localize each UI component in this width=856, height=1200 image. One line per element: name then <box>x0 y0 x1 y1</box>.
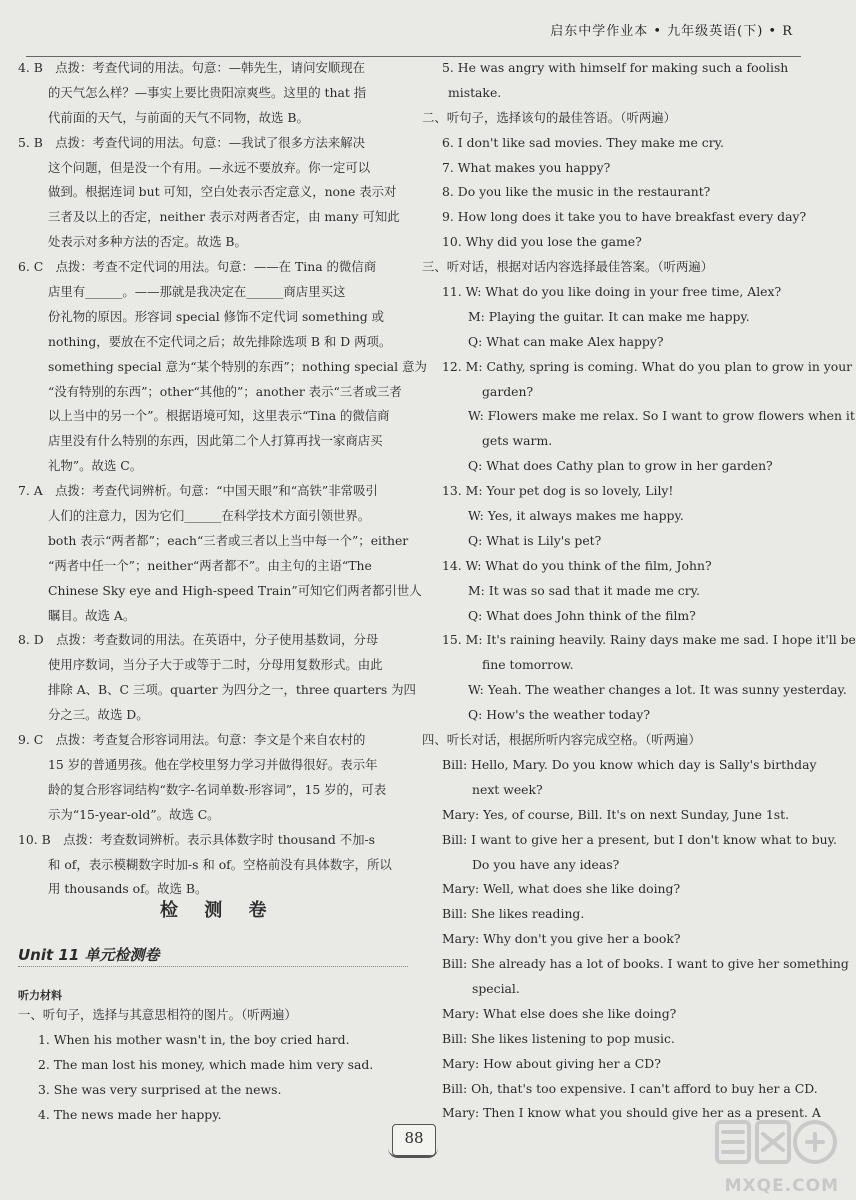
watermark-logo-icon <box>711 1112 839 1174</box>
listening-item: 1. When his mother wasn't in, the boy cried hard. <box>38 1031 350 1047</box>
dialogue-line: garden? <box>482 383 534 399</box>
dialogue-line: Do you have any ideas? <box>472 856 620 872</box>
answer-line: 三者及以上的否定，neither 表示对两者否定，由 many 可知此 <box>48 209 400 225</box>
listening-item: 9. How long does it take you to have breakfast every day? <box>442 209 807 225</box>
answer-line: 5. B 点拨：考查代词的用法。句意：—我试了很多方法来解决 <box>18 134 366 150</box>
answer-line: something special 意为“某个特别的东西”；nothing special 意为 <box>48 358 427 374</box>
dialogue-line: Mary: What else does she like doing? <box>442 1005 677 1021</box>
answer-line: both 表示“两者都”；each“三者或三者以上当中每一个”；either <box>48 532 409 548</box>
answer-line: 8. D 点拨：考查数词的用法。在英语中，分子使用基数词，分母 <box>18 632 379 648</box>
answer-line: 代前面的天气，与前面的天气不同物，故选 B。 <box>48 109 309 125</box>
answer-line: Chinese Sky eye and High-speed Train”可知它们两者都引世人 <box>48 582 422 598</box>
dialogue-line: Bill: She likes reading. <box>442 906 585 922</box>
listening-item: 8. Do you like the music in the restaurant? <box>442 184 711 200</box>
listening-item: 6. I don't like sad movies. They make me cry. <box>442 134 724 150</box>
dialogue-line: fine tomorrow. <box>482 657 574 673</box>
dialogue-line: gets warm. <box>482 433 553 449</box>
dialogue-line: 13. M: Your pet dog is so lovely, Lily! <box>442 483 674 499</box>
dialogue-line: Mary: Yes, of course, Bill. It's on next Sunday, June 1st. <box>442 806 790 822</box>
dialogue-line: 12. M: Cathy, spring is coming. What do you plan to grow in your <box>442 358 853 374</box>
listening-material-label: 听力材料 <box>18 989 62 1002</box>
listening-item: 3. She was very surprised at the news. <box>38 1081 282 1097</box>
answer-line: 龄的复合形容词结构“数字-名词单数-形容词”，15 岁的，可表 <box>48 781 387 797</box>
page-number: 88 <box>392 1124 436 1156</box>
dialogue-line: Q: What can make Alex happy? <box>468 333 664 349</box>
dialogue-line: Mary: Well, what does she like doing? <box>442 881 681 897</box>
dialogue-line: Q: How's the weather today? <box>468 707 650 723</box>
header-title: 启东中学作业本 • 九年级英语(下) • R <box>550 24 793 39</box>
dialogue-line: W: Flowers make me relax. So I want to grow flowers when it <box>468 408 855 424</box>
section-heading: 三、听对话，根据对话内容选择最佳答案。（听两遍） <box>422 259 714 275</box>
dialogue-line: 11. W: What do you like doing in your free time, Alex? <box>442 284 782 300</box>
answer-line: 礼物”。故选 C。 <box>48 458 143 474</box>
dialogue-line: Bill: Hello, Mary. Do you know which day is Sally's birthday <box>442 756 817 772</box>
listening-item: 2. The man lost his money, which made him very sad. <box>38 1056 374 1072</box>
section-heading: 一、听句子，选择与其意思相符的图片。（听两遍） <box>18 1007 297 1022</box>
dialogue-line: 14. W: What do you think of the film, John? <box>442 557 712 573</box>
dialogue-line: Bill: Oh, that's too expensive. I can't afford to buy her a CD. <box>442 1080 818 1096</box>
answer-line: 10. B 点拨：考查数词辨析。表示具体数字时 thousand 不加-s <box>18 831 376 847</box>
listening-item: 10. Why did you lose the game? <box>442 234 642 250</box>
dialogue-line: Mary: Then I know what you should give her as a present. A <box>442 1105 821 1121</box>
dialogue-line: Bill: I want to give her a present, but I don't know what to buy. <box>442 831 837 847</box>
answer-line: “没有特别的东西”；other“其他的”；another 表示“三者或三者 <box>48 383 402 399</box>
answer-line: nothing，要放在不定代词之后；故先排除选项 B 和 D 两项。 <box>48 333 392 349</box>
answer-line: 店里没有什么特别的东西，因此第二个人打算再找一家商店买 <box>48 433 383 449</box>
dialogue-line: Bill: She likes listening to pop music. <box>442 1030 675 1046</box>
answer-line: 4. B 点拨：考查代词的用法。句意：—韩先生，请问安顺现在 <box>18 60 366 75</box>
listening-item: 5. He was angry with himself for making such a foolish <box>442 60 789 75</box>
right-column <box>422 56 856 1126</box>
answer-line: 这个问题，但是没一个有用。—永远不要放弃。你一定可以 <box>48 159 371 175</box>
answer-line: 7. A 点拨：考查代词辨析。句意：“中国天眼”和“高铁”非常吸引 <box>18 483 378 499</box>
answer-line: 使用序数词，当分子大于或等于二时，分母用复数形式。由此 <box>48 657 383 673</box>
answer-line: 9. C 点拨：考查复合形容词用法。句意：李文是个来自农村的 <box>18 732 366 748</box>
answer-line: 人们的注意力，因为它们______在科学技术方面引领世界。 <box>48 508 371 524</box>
book-icon <box>388 1148 438 1158</box>
answer-line: 店里有______。——那就是我决定在______商店里买这 <box>48 284 346 300</box>
answer-line: 分之三。故选 D。 <box>48 707 149 723</box>
unit-divider <box>18 966 408 967</box>
answer-line: 示为“15-year-old”。故选 C。 <box>48 806 220 822</box>
dialogue-line: W: Yes, it always makes me happy. <box>468 508 684 524</box>
page-header <box>0 16 853 38</box>
answer-line: “两者中任一个”；neither“两者都不”。由主句的主语“The <box>48 557 372 573</box>
dialogue-line: Q: What is Lily's pet? <box>468 532 602 548</box>
answer-line: 6. C 点拨：考查不定代词的用法。句意：——在 Tina 的微信商 <box>18 259 377 275</box>
answer-line: 用 thousands of。故选 B。 <box>48 881 208 897</box>
answer-line: 的天气怎么样？—事实上要比贵阳凉爽些。这里的 that 指 <box>48 84 367 100</box>
dialogue-line: Q: What does Cathy plan to grow in her garden? <box>468 458 773 474</box>
answer-line: 和 of，表示模糊数字时加-s 和 of。空格前没有具体数字，所以 <box>48 856 392 872</box>
answer-line: 瞩目。故选 A。 <box>48 607 136 623</box>
dialogue-line: Bill: She already has a lot of books. I want to give her something <box>442 956 849 972</box>
answer-line: 做到。根据连词 but 可知，空白处表示否定意义，none 表示对 <box>48 184 397 200</box>
watermark-url: MXQE.COM <box>724 1176 839 1196</box>
listening-part-one <box>18 1003 410 1127</box>
section-heading: 二、听句子，选择该句的最佳答语。（听两遍） <box>422 109 677 125</box>
listening-item: 4. The news made her happy. <box>38 1106 222 1122</box>
unit-title: Unit 11 单元检测卷 <box>18 946 160 964</box>
answer-line: 处表示对多种方法的否定。故选 B。 <box>48 234 247 250</box>
dialogue-line: W: Yeah. The weather changes a lot. It was sunny yesterday. <box>468 682 847 698</box>
dialogue-line: Q: What does John think of the film? <box>468 607 696 623</box>
section-heading: 四、听长对话，根据所听内容完成空格。（听两遍） <box>422 732 701 748</box>
answer-line: 份礼物的原因。形容词 special 修饰不定代词 something 或 <box>48 308 385 324</box>
dialogue-line: M: Playing the guitar. It can make me happy. <box>468 308 750 324</box>
dialogue-line: M: It was so sad that it made me cry. <box>468 582 700 598</box>
listening-item: 7. What makes you happy? <box>442 159 611 175</box>
dialogue-line: 15. M: It's raining heavily. Rainy days make me sad. I hope it'll be <box>442 632 856 648</box>
exam-section-title: 检 测 卷 <box>160 900 277 921</box>
dialogue-line: Mary: How about giving her a CD? <box>442 1055 661 1071</box>
answer-line: 15 岁的普通男孩。他在学校里努力学习并做得很好。表示年 <box>48 756 378 772</box>
dialogue-line: next week? <box>472 781 543 797</box>
listening-item: mistake. <box>448 84 502 100</box>
dialogue-line: Mary: Why don't you give her a book? <box>442 931 681 947</box>
answer-line: 排除 A、B、C 三项。quarter 为四分之一，three quarters 为四 <box>48 682 416 698</box>
left-column <box>18 56 427 902</box>
dialogue-line: special. <box>472 980 520 996</box>
answer-line: 以上当中的另一个”。根据语境可知，这里表示“Tina 的微信商 <box>48 408 390 424</box>
